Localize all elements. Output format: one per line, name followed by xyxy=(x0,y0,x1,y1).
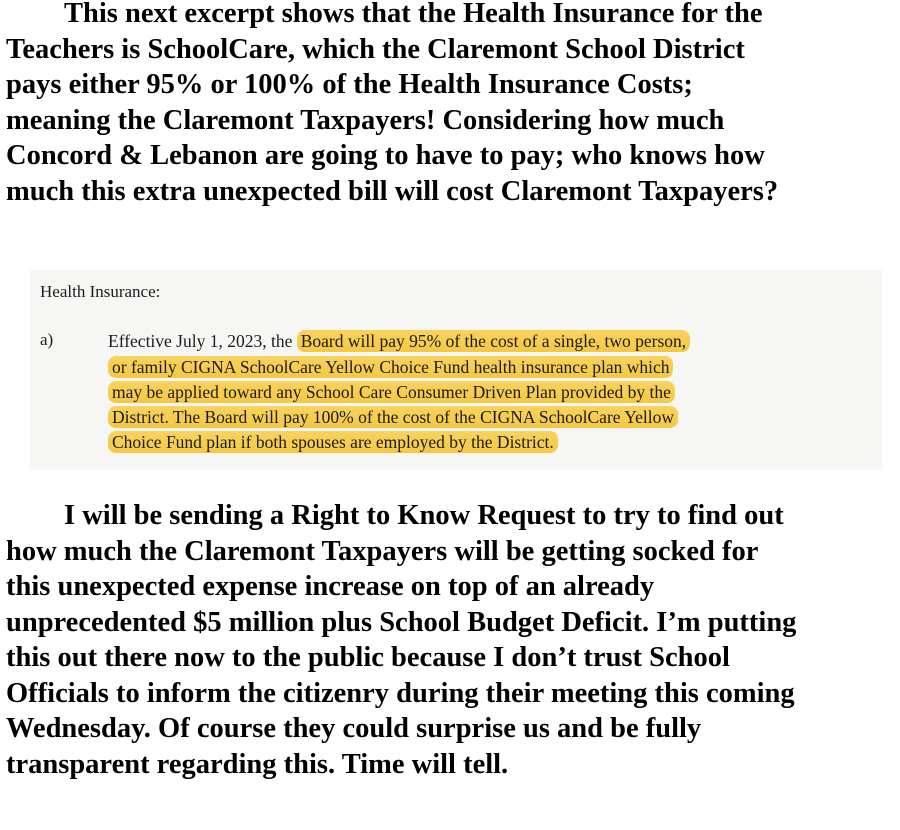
highlighted-text: Board will pay 95% of the cost of a single, two person, xyxy=(297,330,690,352)
excerpt-line xyxy=(108,406,678,428)
outro-line: this unexpected expense increase on top of an already xyxy=(6,571,655,602)
outro-line: Wednesday. Of course they could surprise us and be fully xyxy=(6,713,702,744)
outro-line: transparent regarding this. Time will tell. xyxy=(6,748,509,780)
excerpt-line xyxy=(108,381,675,403)
outro-line: unprecedented $5 million plus School Budget Deficit. I’m putting xyxy=(6,606,797,638)
intro-line: much this extra unexpected bill will cost Claremont Taxpayers? xyxy=(6,175,779,207)
outro-line: this out there now to the public because I don’t trust School xyxy=(6,642,730,673)
excerpt-line xyxy=(108,431,558,453)
excerpt-line xyxy=(108,356,673,378)
intro-line: pays either 95% or 100% of the Health Insurance Costs; xyxy=(6,69,693,100)
intro-line: This next excerpt shows that the Health Insurance for the xyxy=(64,0,763,29)
contract-excerpt-image xyxy=(30,270,882,470)
excerpt-text: Effective July 1, 2023, the xyxy=(108,331,297,351)
highlighted-text: or family CIGNA SchoolCare Yellow Choice Fund health insurance plan which xyxy=(108,356,673,378)
outro-line: how much the Claremont Taxpayers will be getting socked for xyxy=(6,535,759,567)
outro-line: I will be sending a Right to Know Request to try to find out xyxy=(64,500,784,531)
intro-line: Concord & Lebanon are going to have to pay; who knows how xyxy=(6,140,765,171)
intro-line: meaning the Claremont Taxpayers! Considering how much xyxy=(6,104,725,136)
outro-paragraph xyxy=(6,498,898,782)
excerpt-heading: Health Insurance: xyxy=(40,282,161,301)
excerpt-line xyxy=(108,330,690,352)
highlighted-text: District. The Board will pay 100% of the cost of the CIGNA SchoolCare Yellow xyxy=(108,406,678,428)
excerpt-item-label: a) xyxy=(40,330,54,349)
highlighted-text: may be applied toward any School Care Consumer Driven Plan provided by the xyxy=(108,381,675,403)
intro-paragraph xyxy=(6,0,898,209)
outro-line: Officials to inform the citizenry during their meeting this coming xyxy=(6,677,795,709)
intro-line: Teachers is SchoolCare, which the Claremont School District xyxy=(6,33,745,65)
highlighted-text: Choice Fund plan if both spouses are employed by the District. xyxy=(108,431,558,453)
